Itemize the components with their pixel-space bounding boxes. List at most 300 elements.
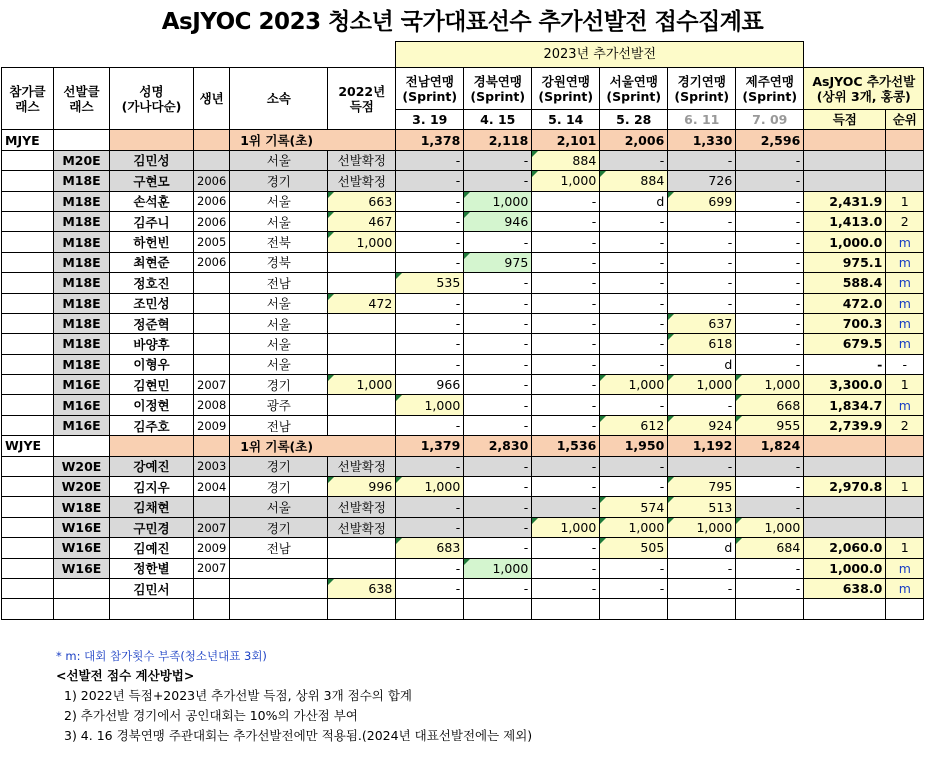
header-asjyoc: AsJYOC 추가선발 (상위 3개, 홍콩)	[804, 68, 924, 110]
row-affil: 전남	[230, 415, 328, 435]
row-class: M18E	[54, 313, 110, 333]
note-method-title: <선발전 점수 계산방법>	[56, 668, 195, 683]
row-event-score: -	[600, 293, 668, 313]
cell	[2, 171, 54, 191]
cell	[2, 232, 54, 252]
row-event-score: -	[396, 415, 464, 435]
row-event-score: -	[600, 578, 668, 598]
row-event-score: -	[464, 517, 532, 537]
row-affil: 경기	[230, 375, 328, 395]
record-label: 1위 기록(초)	[230, 436, 396, 456]
table-row	[2, 171, 924, 191]
cell	[2, 273, 54, 293]
row-event-score: -	[668, 211, 736, 231]
page-title: AsJYOC 2023 청소년 국가대표선수 추가선발전 접수집계표	[161, 9, 764, 35]
row-event-score: -	[532, 313, 600, 333]
row-birth: 2004	[194, 477, 230, 497]
row-event-score: -	[396, 354, 464, 374]
row-name: 김민서	[110, 578, 194, 598]
header-birth: 생년	[194, 68, 230, 130]
row-event-score: -	[532, 191, 600, 211]
row-event-score: 668	[736, 395, 804, 415]
row-name: 김주호	[110, 415, 194, 435]
header-blank	[2, 42, 54, 68]
record-value: 1,379	[396, 436, 464, 456]
row-score2022	[328, 252, 396, 272]
row-total-score: 2,739.9	[804, 415, 886, 435]
row-total-score: 2,060.0	[804, 538, 886, 558]
row-affil: 서울	[230, 313, 328, 333]
row-event-score: -	[736, 354, 804, 374]
row-class: M16E	[54, 375, 110, 395]
row-event-score: -	[600, 313, 668, 333]
table-row	[2, 477, 924, 497]
row-event-score: 683	[396, 538, 464, 558]
row-event-score: -	[532, 293, 600, 313]
notes	[56, 646, 532, 746]
record-value: 1,330	[668, 130, 736, 150]
cell	[110, 599, 194, 619]
header-blank	[886, 42, 924, 68]
row-event-score: -	[668, 150, 736, 170]
header-event-date: 5. 28	[600, 110, 668, 130]
row-score2022: 선발확정	[328, 456, 396, 476]
row-event-score: -	[396, 293, 464, 313]
row-event-score: 1,000	[464, 558, 532, 578]
row-rank	[886, 497, 924, 517]
row-event-score: 1,000	[464, 191, 532, 211]
row-event-score: -	[464, 477, 532, 497]
cell	[2, 313, 54, 333]
row-event-score: -	[736, 150, 804, 170]
row-event-score: 1,000	[668, 375, 736, 395]
cell	[328, 599, 396, 619]
cell	[54, 436, 110, 456]
cell	[2, 456, 54, 476]
row-class: M16E	[54, 415, 110, 435]
row-birth	[194, 497, 230, 517]
row-affil: 서울	[230, 191, 328, 211]
row-event-score: -	[668, 578, 736, 598]
row-birth: 2007	[194, 558, 230, 578]
row-score2022	[328, 538, 396, 558]
row-total-score: 472.0	[804, 293, 886, 313]
row-event-score: 795	[668, 477, 736, 497]
header-blank	[110, 42, 194, 68]
record-value: 1,950	[600, 436, 668, 456]
row-total-score	[804, 517, 886, 537]
row-event-score: 1,000	[532, 171, 600, 191]
row-rank: m	[886, 395, 924, 415]
cell	[194, 599, 230, 619]
row-score2022: 996	[328, 477, 396, 497]
row-event-score: 612	[600, 415, 668, 435]
row-event-score: -	[396, 171, 464, 191]
row-birth: 2006	[194, 191, 230, 211]
cell	[2, 599, 54, 619]
row-event-score: -	[668, 252, 736, 272]
row-event-score: -	[464, 232, 532, 252]
cell	[2, 293, 54, 313]
row-score2022: 638	[328, 578, 396, 598]
table-row	[2, 517, 924, 537]
cell	[110, 436, 194, 456]
header-band: 2023년 추가선발전	[396, 42, 804, 68]
row-event-score: -	[532, 232, 600, 252]
row-score2022: 663	[328, 191, 396, 211]
row-event-score: -	[464, 293, 532, 313]
row-name: 김예진	[110, 538, 194, 558]
note-item: 3) 4. 16 경북연맹 주관대회는 추가선발전에만 적용됨.(2024년 대표선발전에는 제외)	[64, 728, 533, 743]
row-event-score: 726	[668, 171, 736, 191]
row-score2022	[328, 415, 396, 435]
cell	[2, 578, 54, 598]
row-event-score: -	[532, 395, 600, 415]
header-event-date: 6. 11	[668, 110, 736, 130]
row-event-score: -	[736, 313, 804, 333]
header-event: 경기연맹 (Sprint)	[668, 68, 736, 110]
row-total-score: 975.1	[804, 252, 886, 272]
row-birth: 2006	[194, 252, 230, 272]
record-value: 1,378	[396, 130, 464, 150]
row-class: W18E	[54, 497, 110, 517]
row-name: 김민성	[110, 150, 194, 170]
row-rank: m	[886, 558, 924, 578]
header-score2022: 2022년 득점	[328, 68, 396, 130]
row-affil: 서울	[230, 354, 328, 374]
row-rank: 2	[886, 211, 924, 231]
table-row	[2, 415, 924, 435]
table-row	[2, 313, 924, 333]
header-class: 참가클 래스	[2, 68, 54, 130]
note-item: 1) 2022년 득점+2023년 추가선발 득점, 상위 3개 점수의 합계	[64, 688, 412, 703]
cell	[2, 375, 54, 395]
row-class: M18E	[54, 354, 110, 374]
row-total-score: 679.5	[804, 334, 886, 354]
row-event-score: -	[532, 211, 600, 231]
row-affil: 전남	[230, 273, 328, 293]
row-event-score: -	[396, 191, 464, 211]
header-event-date: 5. 14	[532, 110, 600, 130]
record-value: 2,118	[464, 130, 532, 150]
row-affil: 전남	[230, 538, 328, 558]
row-affil: 서울	[230, 293, 328, 313]
record-value: 2,101	[532, 130, 600, 150]
row-name: 이정현	[110, 395, 194, 415]
table-row	[2, 538, 924, 558]
row-event-score: 1,000	[532, 517, 600, 537]
row-total-score: -	[804, 354, 886, 374]
row-rank: 1	[886, 375, 924, 395]
cell	[2, 415, 54, 435]
row-event-score: -	[736, 232, 804, 252]
cell	[668, 599, 736, 619]
row-score2022: 선발확정	[328, 171, 396, 191]
row-affil	[230, 558, 328, 578]
row-birth	[194, 334, 230, 354]
row-class: W16E	[54, 558, 110, 578]
record-value: 2,596	[736, 130, 804, 150]
header-blank	[194, 42, 230, 68]
row-event-score: -	[532, 252, 600, 272]
section-label: WJYE	[2, 436, 54, 456]
row-score2022: 472	[328, 293, 396, 313]
cell	[2, 334, 54, 354]
row-name: 최현준	[110, 252, 194, 272]
row-birth: 2008	[194, 395, 230, 415]
cell	[2, 477, 54, 497]
cell	[54, 130, 110, 150]
cell	[600, 599, 668, 619]
row-score2022	[328, 558, 396, 578]
header-event-date: 3. 19	[396, 110, 464, 130]
row-total-score: 638.0	[804, 578, 886, 598]
cell	[110, 130, 194, 150]
row-event-score: -	[464, 313, 532, 333]
row-rank: m	[886, 293, 924, 313]
row-rank: m	[886, 252, 924, 272]
row-event-score: -	[396, 211, 464, 231]
row-rank	[886, 456, 924, 476]
row-event-score: -	[396, 517, 464, 537]
row-event-score: -	[532, 558, 600, 578]
record-value: 1,824	[736, 436, 804, 456]
table-row	[2, 334, 924, 354]
row-birth	[194, 293, 230, 313]
record-value: 2,006	[600, 130, 668, 150]
row-event-score: -	[464, 171, 532, 191]
row-event-score: -	[464, 456, 532, 476]
row-birth: 2006	[194, 171, 230, 191]
table-row	[2, 375, 924, 395]
row-birth: 2007	[194, 517, 230, 537]
row-rank: -	[886, 354, 924, 374]
row-class: M18E	[54, 334, 110, 354]
cell	[886, 599, 924, 619]
row-event-score: -	[532, 497, 600, 517]
cell	[2, 497, 54, 517]
row-event-score: -	[396, 456, 464, 476]
row-total-score: 3,300.0	[804, 375, 886, 395]
row-event-score: -	[736, 171, 804, 191]
header-event-date: 4. 15	[464, 110, 532, 130]
row-event-score: -	[464, 497, 532, 517]
row-event-score: 1,000	[396, 477, 464, 497]
row-event-score: d	[668, 354, 736, 374]
row-event-score: -	[464, 578, 532, 598]
row-event-score: d	[600, 191, 668, 211]
row-rank: m	[886, 334, 924, 354]
row-event-score: 684	[736, 538, 804, 558]
row-event-score: -	[396, 578, 464, 598]
row-event-score: -	[532, 375, 600, 395]
row-event-score: -	[736, 558, 804, 578]
row-name: 김채현	[110, 497, 194, 517]
row-event-score: -	[600, 232, 668, 252]
cell	[2, 517, 54, 537]
record-value: 1,192	[668, 436, 736, 456]
row-class: M18E	[54, 211, 110, 231]
row-score2022: 선발확정	[328, 497, 396, 517]
row-class: M18E	[54, 191, 110, 211]
row-event-score: 618	[668, 334, 736, 354]
cell	[804, 599, 886, 619]
header-sel-class: 선발클 래스	[54, 68, 110, 130]
row-total-score	[804, 497, 886, 517]
row-event-score: 1,000	[668, 517, 736, 537]
row-event-score: -	[600, 334, 668, 354]
row-score2022	[328, 313, 396, 333]
row-birth	[194, 273, 230, 293]
row-class: M18E	[54, 171, 110, 191]
row-affil: 경기	[230, 171, 328, 191]
cell	[804, 436, 886, 456]
row-affil: 서울	[230, 334, 328, 354]
row-name: 구현모	[110, 171, 194, 191]
row-class: W20E	[54, 456, 110, 476]
cell	[532, 599, 600, 619]
row-name: 하헌빈	[110, 232, 194, 252]
row-birth: 2006	[194, 211, 230, 231]
row-rank: m	[886, 232, 924, 252]
row-event-score: -	[736, 293, 804, 313]
row-event-score: -	[396, 497, 464, 517]
row-name: 강예진	[110, 456, 194, 476]
row-event-score: -	[736, 252, 804, 272]
header-blank	[328, 42, 396, 68]
header-affil: 소속	[230, 68, 328, 130]
cell	[2, 150, 54, 170]
row-class: M18E	[54, 293, 110, 313]
cell	[194, 436, 230, 456]
row-class: M16E	[54, 395, 110, 415]
row-affil: 서울	[230, 150, 328, 170]
table-row	[2, 395, 924, 415]
row-event-score: -	[668, 395, 736, 415]
row-name: 정호진	[110, 273, 194, 293]
row-birth: 2007	[194, 375, 230, 395]
row-score2022: 1,000	[328, 375, 396, 395]
row-event-score: 535	[396, 273, 464, 293]
row-event-score: -	[464, 395, 532, 415]
header-rank: 순위	[886, 110, 924, 130]
row-affil	[230, 578, 328, 598]
header-score: 득점	[804, 110, 886, 130]
row-event-score: -	[736, 477, 804, 497]
row-affil: 경북	[230, 252, 328, 272]
row-name: 이형우	[110, 354, 194, 374]
row-birth	[194, 313, 230, 333]
row-total-score	[804, 456, 886, 476]
row-rank: m	[886, 578, 924, 598]
row-rank: 1	[886, 477, 924, 497]
row-total-score: 1,000.0	[804, 232, 886, 252]
record-value: 1,536	[532, 436, 600, 456]
row-birth	[194, 578, 230, 598]
row-total-score	[804, 150, 886, 170]
table-row	[2, 293, 924, 313]
row-affil: 서울	[230, 211, 328, 231]
note-item: 2) 추가선발 경기에서 공인대회는 10%의 가산점 부여	[64, 708, 358, 723]
row-affil: 광주	[230, 395, 328, 415]
row-event-score: -	[736, 211, 804, 231]
row-score2022	[328, 354, 396, 374]
table-row	[2, 252, 924, 272]
row-event-score: -	[668, 232, 736, 252]
row-event-score: -	[464, 538, 532, 558]
row-event-score: -	[668, 558, 736, 578]
row-event-score: -	[668, 273, 736, 293]
table-row	[2, 456, 924, 476]
row-total-score: 2,970.8	[804, 477, 886, 497]
row-total-score: 588.4	[804, 273, 886, 293]
table-row	[2, 578, 924, 598]
row-event-score: -	[736, 273, 804, 293]
row-event-score: -	[396, 334, 464, 354]
row-event-score: -	[600, 456, 668, 476]
header-event: 제주연맹 (Sprint)	[736, 68, 804, 110]
row-event-score: 924	[668, 415, 736, 435]
row-event-score: 1,000	[736, 375, 804, 395]
row-affil: 경기	[230, 477, 328, 497]
row-event-score: -	[464, 273, 532, 293]
cell	[396, 599, 464, 619]
cell	[2, 558, 54, 578]
row-event-score: 513	[668, 497, 736, 517]
score-table	[1, 41, 924, 620]
row-event-score: -	[396, 150, 464, 170]
row-class: M20E	[54, 150, 110, 170]
row-birth: 2009	[194, 415, 230, 435]
row-name: 김지우	[110, 477, 194, 497]
row-total-score: 1,413.0	[804, 211, 886, 231]
row-event-score: -	[532, 456, 600, 476]
row-total-score: 1,000.0	[804, 558, 886, 578]
table-row	[2, 558, 924, 578]
row-event-score: -	[464, 334, 532, 354]
cell	[736, 599, 804, 619]
row-event-score: 637	[668, 313, 736, 333]
note-m-legend: * m: 대회 참가횟수 부족(청소년대표 3회)	[56, 649, 267, 663]
row-class	[54, 578, 110, 598]
row-name: 김주니	[110, 211, 194, 231]
row-event-score: d	[668, 538, 736, 558]
row-name: 구민경	[110, 517, 194, 537]
row-score2022	[328, 395, 396, 415]
row-class: W16E	[54, 517, 110, 537]
cell	[886, 130, 924, 150]
header-event: 전남연맹 (Sprint)	[396, 68, 464, 110]
cell	[464, 599, 532, 619]
row-event-score: -	[600, 477, 668, 497]
row-event-score: -	[532, 334, 600, 354]
row-event-score: -	[736, 191, 804, 211]
cell	[2, 354, 54, 374]
header-blank	[804, 42, 886, 68]
row-name: 정준혁	[110, 313, 194, 333]
row-event-score: 1,000	[600, 375, 668, 395]
row-event-score: -	[736, 578, 804, 598]
row-event-score: 699	[668, 191, 736, 211]
row-event-score: -	[736, 334, 804, 354]
cell	[2, 191, 54, 211]
row-event-score: -	[532, 273, 600, 293]
row-birth: 2005	[194, 232, 230, 252]
row-total-score: 1,834.7	[804, 395, 886, 415]
row-event-score: 955	[736, 415, 804, 435]
row-name: 바양후	[110, 334, 194, 354]
row-event-score: 1,000	[736, 517, 804, 537]
